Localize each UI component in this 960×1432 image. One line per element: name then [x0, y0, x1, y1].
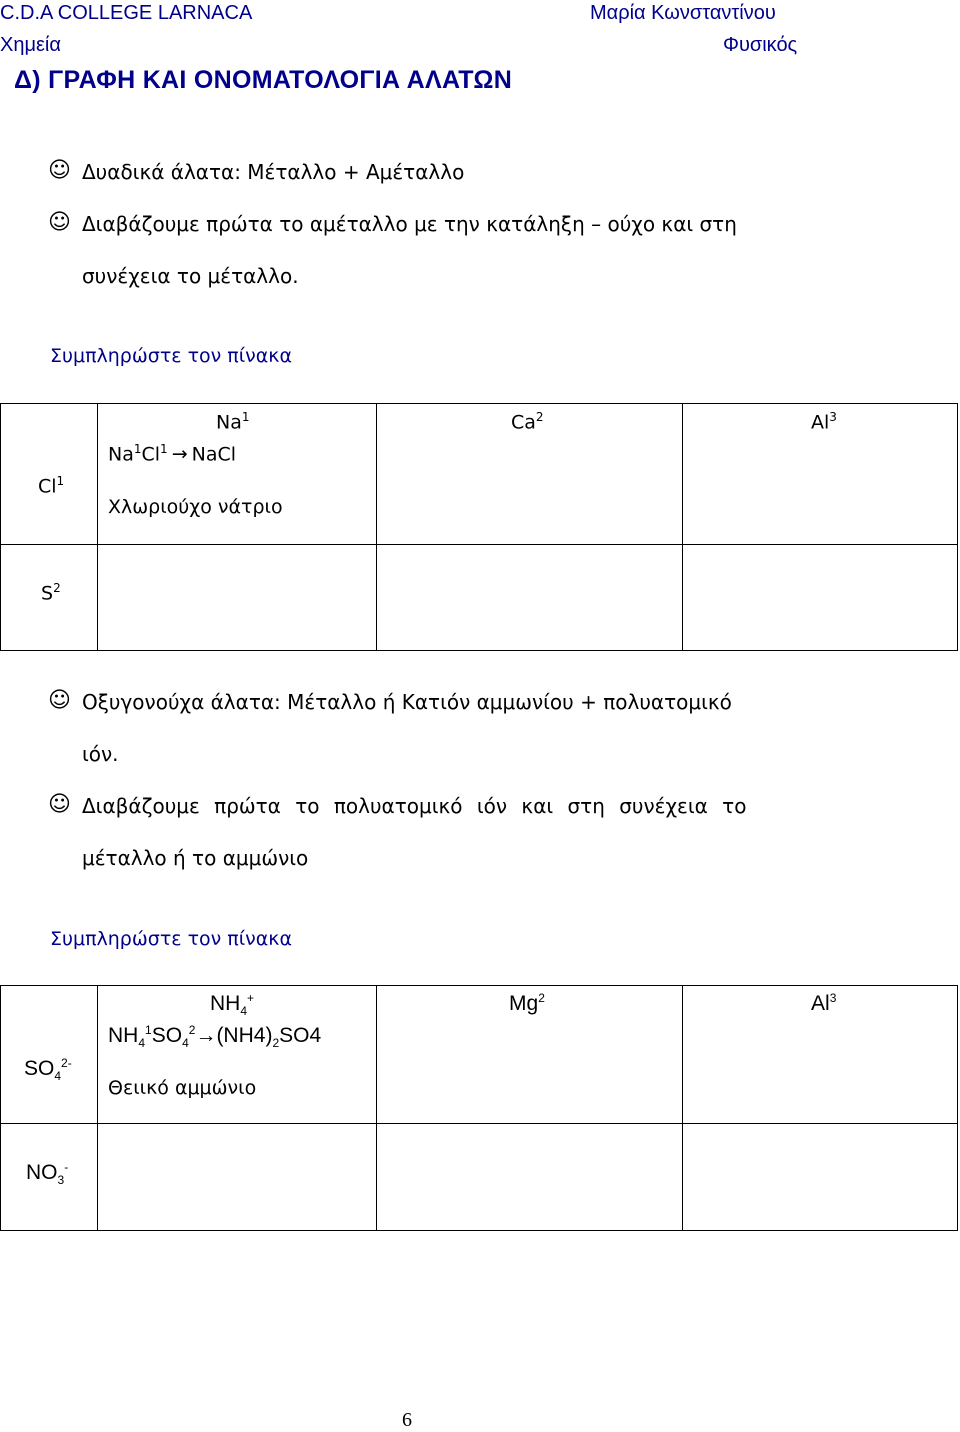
col-header-mg: Mg$^2$ — [509, 991, 545, 1015]
binary-salts-table — [0, 403, 958, 651]
cell-al-so4 — [683, 986, 958, 1124]
cell-nh4-so4 — [98, 986, 377, 1124]
teacher-name: Μαρία Κωνσταντίνου — [590, 2, 776, 24]
cell-na-cl — [98, 404, 377, 545]
smiley-icon: ☺ — [48, 792, 71, 817]
row-header-no3: $NO_3^-$ — [1, 1124, 98, 1231]
example-name: Θειικό αμμώνιο — [108, 1077, 257, 1099]
example-formula: $Na^1Cl^1$ → NaCl — [108, 442, 237, 466]
cell-al-no3 — [683, 1124, 958, 1231]
col-header-na: Na$^1$ — [216, 410, 250, 434]
col-header-nh4: $NH_4^+$ — [210, 991, 255, 1019]
col-header-al: Al$^3$ — [811, 991, 837, 1015]
col-header-ca: Ca$^2$ — [511, 410, 544, 434]
cell-ca-cl — [377, 404, 683, 545]
smiley-icon: ☺ — [48, 688, 71, 713]
example-name: Χλωριούχο νάτριο — [108, 496, 283, 518]
smiley-icon: ☺ — [48, 210, 71, 235]
cell-na-s — [98, 545, 377, 651]
fill-table-label: Συμπληρώστε τον πίνακα — [50, 345, 293, 367]
row-header-s: $S^2$ — [1, 545, 98, 651]
page-number: 6 — [402, 1409, 412, 1431]
col-header-al: Al$^3$ — [811, 410, 837, 434]
subject-name: Χημεία — [0, 34, 61, 56]
cell-ca-s — [377, 545, 683, 651]
bullet-reading-rule-line1: Διαβάζουμε πρώτα το αμέταλλο με την κατάληξη – ούχο και στη — [82, 212, 737, 236]
cell-mg-no3 — [377, 1124, 683, 1231]
page-title: Δ) ΓΡΑΦΗ ΚΑΙ ΟΝΟΜΑΤΟΛΟΓΙΑ ΑΛΑΤΩΝ — [14, 66, 513, 94]
teacher-role: Φυσικός — [723, 34, 798, 56]
bullet-reading-rule-line2: συνέχεια το μέταλλο. — [82, 264, 299, 288]
bullet-oxy-salts-line2: ιόν. — [82, 742, 119, 766]
bullet-binary-salts: Δυαδικά άλατα: Μέταλλο + Αμέταλλο — [82, 160, 465, 184]
bullet-reading-rule2-line1: Διαβάζουμε πρώτα το πολυατομικό ιόν και στη συνέχεια το — [82, 794, 747, 818]
fill-table-label: Συμπληρώστε τον πίνακα — [50, 928, 293, 950]
cell-al-cl — [683, 404, 958, 545]
cell-al-s — [683, 545, 958, 651]
row-header-cl: Cl$^1$ — [1, 404, 98, 545]
cell-mg-so4 — [377, 986, 683, 1124]
row-header-so4: $SO_4^{2-}$ — [1, 986, 98, 1124]
bullet-reading-rule2-line2: μέταλλο ή το αμμώνιο — [82, 846, 309, 870]
school-name: C.D.A COLLEGE LARNACA — [0, 2, 253, 24]
bullet-oxy-salts-line1: Οξυγονούχα άλατα: Μέταλλο ή Κατιόν αμμωνίου + πολυατομικό — [82, 690, 732, 714]
oxy-salts-table — [0, 985, 958, 1231]
cell-nh4-no3 — [98, 1124, 377, 1231]
smiley-icon: ☺ — [48, 158, 71, 183]
example-formula: $NH_4^1SO_4^2\to(NH4)_2SO4$ — [108, 1023, 322, 1051]
